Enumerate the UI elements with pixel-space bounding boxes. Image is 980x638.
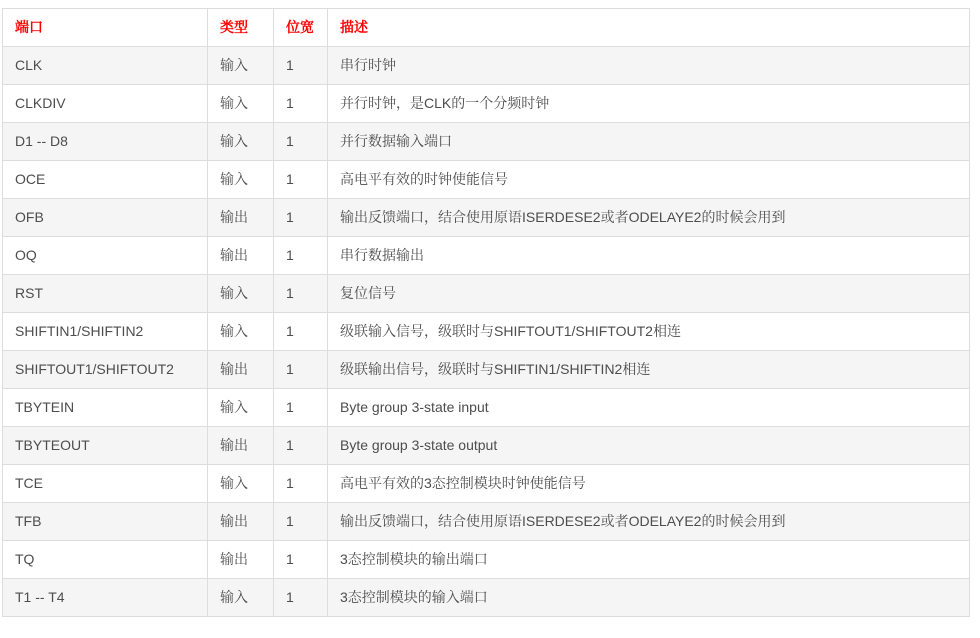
port-width-cell: 1: [274, 427, 328, 465]
port-name-cell: T1 -- T4: [3, 579, 208, 617]
port-type-cell: 输入: [208, 313, 274, 351]
column-header-width: 位宽: [274, 9, 328, 47]
port-name-cell: TQ: [3, 541, 208, 579]
table-row: [3, 579, 970, 617]
column-header-type: 类型: [208, 9, 274, 47]
port-description-cell: 3态控制模块的输入端口: [328, 579, 970, 617]
table-row: [3, 389, 970, 427]
port-name-cell: TBYTEOUT: [3, 427, 208, 465]
table-header: [3, 9, 970, 47]
port-name-cell: OQ: [3, 237, 208, 275]
port-description-cell: 高电平有效的时钟使能信号: [328, 161, 970, 199]
port-description-cell: Byte group 3-state input: [328, 389, 970, 427]
port-name-cell: SHIFTIN1/SHIFTIN2: [3, 313, 208, 351]
port-type-cell: 输出: [208, 503, 274, 541]
port-definition-table: [2, 8, 970, 617]
table-row: [3, 465, 970, 503]
port-name-cell: D1 -- D8: [3, 123, 208, 161]
port-width-cell: 1: [274, 465, 328, 503]
port-width-cell: 1: [274, 351, 328, 389]
port-name-cell: OFB: [3, 199, 208, 237]
port-type-cell: 输入: [208, 161, 274, 199]
table-row: [3, 161, 970, 199]
table-row: [3, 123, 970, 161]
port-width-cell: 1: [274, 313, 328, 351]
port-name-cell: TBYTEIN: [3, 389, 208, 427]
table-row: [3, 351, 970, 389]
port-type-cell: 输入: [208, 275, 274, 313]
port-width-cell: 1: [274, 275, 328, 313]
port-description-cell: 并行数据输入端口: [328, 123, 970, 161]
table-row: [3, 199, 970, 237]
table-row: [3, 275, 970, 313]
port-width-cell: 1: [274, 541, 328, 579]
port-type-cell: 输出: [208, 541, 274, 579]
port-width-cell: 1: [274, 389, 328, 427]
port-type-cell: 输入: [208, 123, 274, 161]
port-type-cell: 输出: [208, 237, 274, 275]
column-header-description: 描述: [328, 9, 970, 47]
port-description-cell: 高电平有效的3态控制模块时钟使能信号: [328, 465, 970, 503]
port-width-cell: 1: [274, 85, 328, 123]
port-description-cell: 输出反馈端口，结合使用原语ISERDESE2或者ODELAYE2的时候会用到: [328, 503, 970, 541]
table-row: [3, 85, 970, 123]
port-type-cell: 输入: [208, 579, 274, 617]
port-description-cell: 级联输入信号，级联时与SHIFTOUT1/SHIFTOUT2相连: [328, 313, 970, 351]
table-row: [3, 47, 970, 85]
table-row: [3, 237, 970, 275]
port-description-cell: Byte group 3-state output: [328, 427, 970, 465]
port-width-cell: 1: [274, 123, 328, 161]
port-type-cell: 输出: [208, 199, 274, 237]
port-description-cell: 串行时钟: [328, 47, 970, 85]
port-name-cell: CLKDIV: [3, 85, 208, 123]
port-name-cell: TCE: [3, 465, 208, 503]
table-row: [3, 313, 970, 351]
port-description-cell: 复位信号: [328, 275, 970, 313]
port-width-cell: 1: [274, 199, 328, 237]
port-type-cell: 输出: [208, 351, 274, 389]
port-width-cell: 1: [274, 47, 328, 85]
port-type-cell: 输出: [208, 427, 274, 465]
column-header-port: 端口: [3, 9, 208, 47]
port-description-cell: 并行时钟，是CLK的一个分频时钟: [328, 85, 970, 123]
port-description-cell: 输出反馈端口，结合使用原语ISERDESE2或者ODELAYE2的时候会用到: [328, 199, 970, 237]
port-type-cell: 输入: [208, 47, 274, 85]
header-row: [3, 9, 970, 47]
table-body: [3, 47, 970, 617]
port-type-cell: 输入: [208, 389, 274, 427]
port-description-cell: 3态控制模块的输出端口: [328, 541, 970, 579]
port-type-cell: 输入: [208, 465, 274, 503]
port-width-cell: 1: [274, 237, 328, 275]
port-name-cell: CLK: [3, 47, 208, 85]
port-name-cell: RST: [3, 275, 208, 313]
port-width-cell: 1: [274, 161, 328, 199]
port-type-cell: 输入: [208, 85, 274, 123]
port-name-cell: SHIFTOUT1/SHIFTOUT2: [3, 351, 208, 389]
port-name-cell: TFB: [3, 503, 208, 541]
table-row: [3, 427, 970, 465]
port-width-cell: 1: [274, 503, 328, 541]
port-name-cell: OCE: [3, 161, 208, 199]
table-row: [3, 503, 970, 541]
table-row: [3, 541, 970, 579]
port-description-cell: 串行数据输出: [328, 237, 970, 275]
port-width-cell: 1: [274, 579, 328, 617]
port-description-cell: 级联输出信号，级联时与SHIFTIN1/SHIFTIN2相连: [328, 351, 970, 389]
